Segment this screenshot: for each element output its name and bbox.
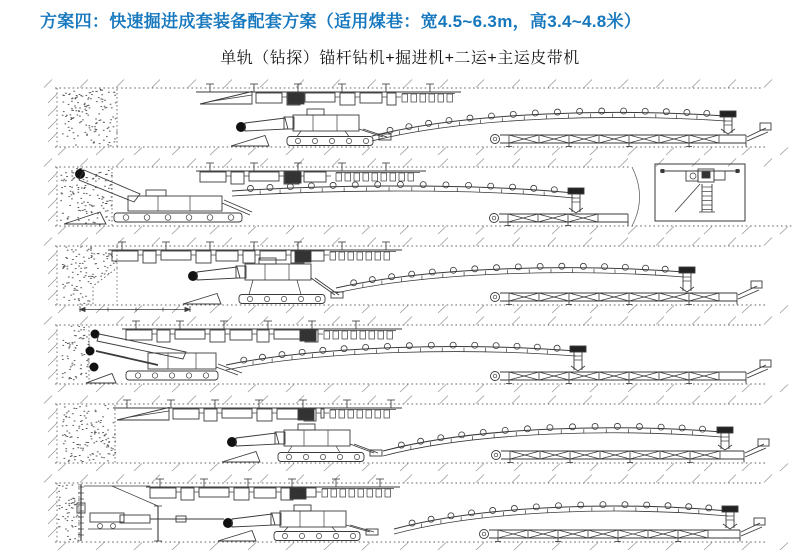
scheme-row-4	[0, 315, 800, 394]
scheme-row-1	[0, 78, 800, 157]
diagram-subtitle: 单轨（钻探）锚杆钻机+掘进机+二运+主运皮带机	[220, 50, 580, 67]
scheme-row-5	[0, 394, 800, 473]
diagram-area	[0, 78, 800, 552]
page-title: 方案四：快速掘进成套装备配套方案（适用煤巷：宽4.5~6.3m，高3.4~4.8米）	[40, 12, 642, 31]
scheme-row-3	[0, 236, 800, 315]
scheme-row-6	[0, 473, 800, 552]
scheme-row-2	[0, 157, 800, 236]
